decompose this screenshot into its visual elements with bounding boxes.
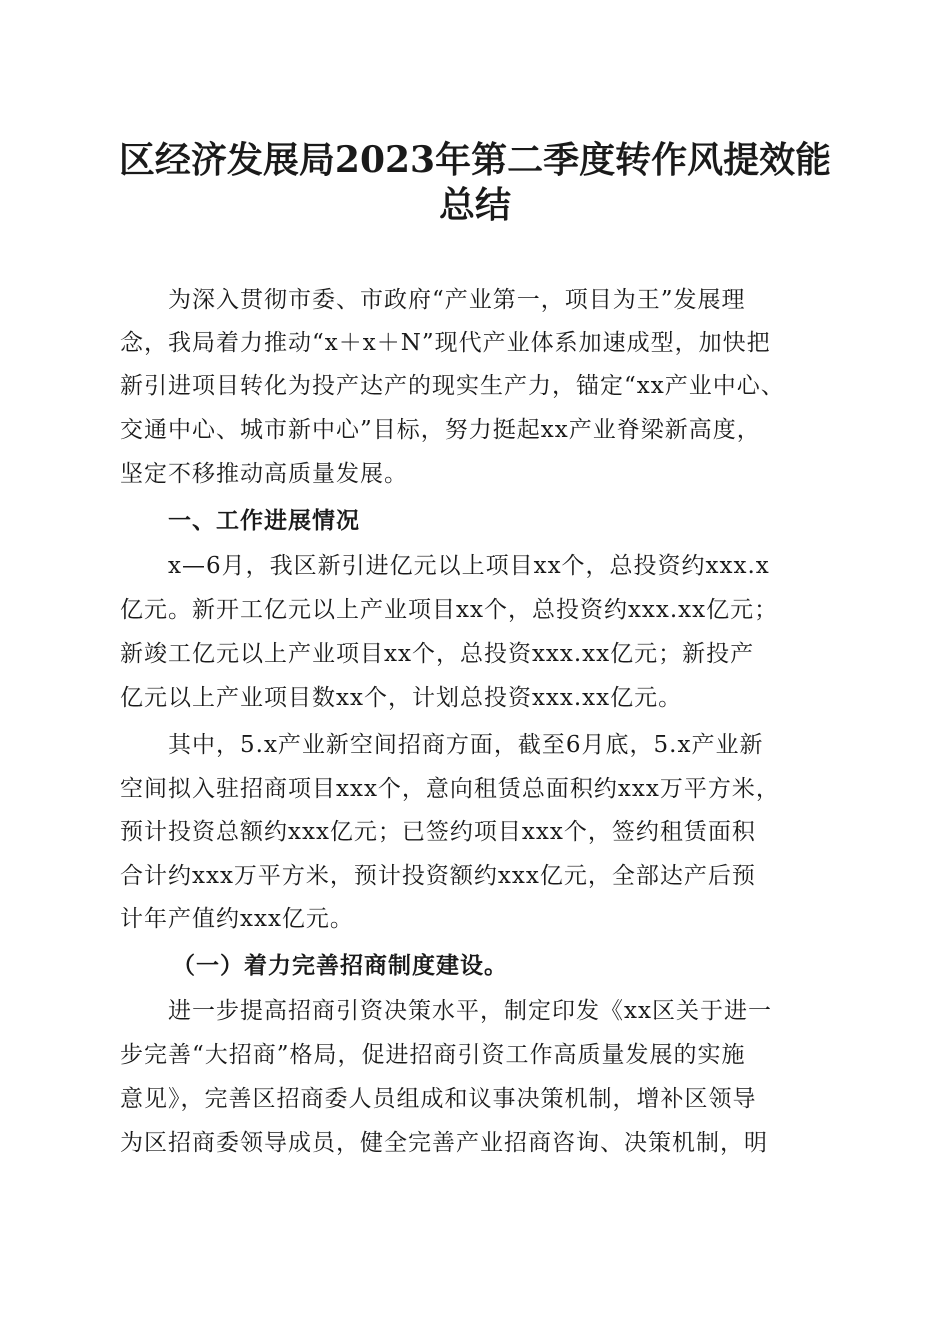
para2-line-1: 其中，5.x产业新空间招商方面，截至6月底，5.x产业新 (168, 732, 764, 758)
intro-line-3: 新引进项目转化为投产达产的现实生产力，锚定“xx产业中心、 (120, 373, 785, 399)
section1-heading: 一、工作进展情况 (168, 508, 360, 534)
para2-line-3: 预计投资总额约xxx亿元；已签约项目xxx个，签约租赁面积 (120, 819, 756, 845)
intro-line-2: 念，我局着力推动“x＋x＋N”现代产业体系加速成型，加快把 (120, 330, 771, 356)
document-title-line2: 总结 (438, 184, 511, 226)
para2-line-2: 空间拟入驻招商项目xxx个，意向租赁总面积约xxx万平方米， (120, 776, 780, 802)
para1-line-3: 新竣工亿元以上产业项目xx个，总投资xxx.xx亿元；新投产 (120, 641, 755, 667)
intro-line-1: 为深入贯彻市委、市政府“产业第一，项目为王”发展理 (168, 287, 746, 313)
para3-line-2: 步完善“大招商”格局，促进招商引资工作高质量发展的实施 (120, 1042, 746, 1068)
para3-line-1: 进一步提高招商引资决策水平，制定印发《xx区关于进一 (168, 998, 772, 1024)
intro-line-5: 坚定不移推动高质量发展。 (120, 461, 408, 487)
intro-line-4: 交通中心、城市新中心”目标，努力挺起xx产业脊梁新高度， (120, 417, 761, 443)
document-title-line1: 区经济发展局2023年第二季度转作风提效能 (118, 139, 832, 181)
para1-line-4: 亿元以上产业项目数xx个，计划总投资xxx.xx亿元。 (120, 685, 683, 711)
para3-line-3: 意见》，完善区招商委人员组成和议事决策机制，增补区领导 (120, 1086, 757, 1112)
para2-line-5: 计年产值约xxx亿元。 (120, 906, 354, 932)
para1-line-2: 亿元。新开工亿元以上产业项目xx个，总投资约xxx.xx亿元； (120, 597, 779, 623)
para3-line-4: 为区招商委领导成员，健全完善产业招商咨询、决策机制，明 (120, 1130, 768, 1156)
para1-line-1: x—6月，我区新引进亿元以上项目xx个，总投资约xxx.x (168, 553, 770, 579)
subsection1-heading: （一）着力完善招商制度建设。 (172, 952, 508, 979)
para2-line-4: 合计约xxx万平方米，预计投资额约xxx亿元，全部达产后预 (120, 863, 756, 889)
